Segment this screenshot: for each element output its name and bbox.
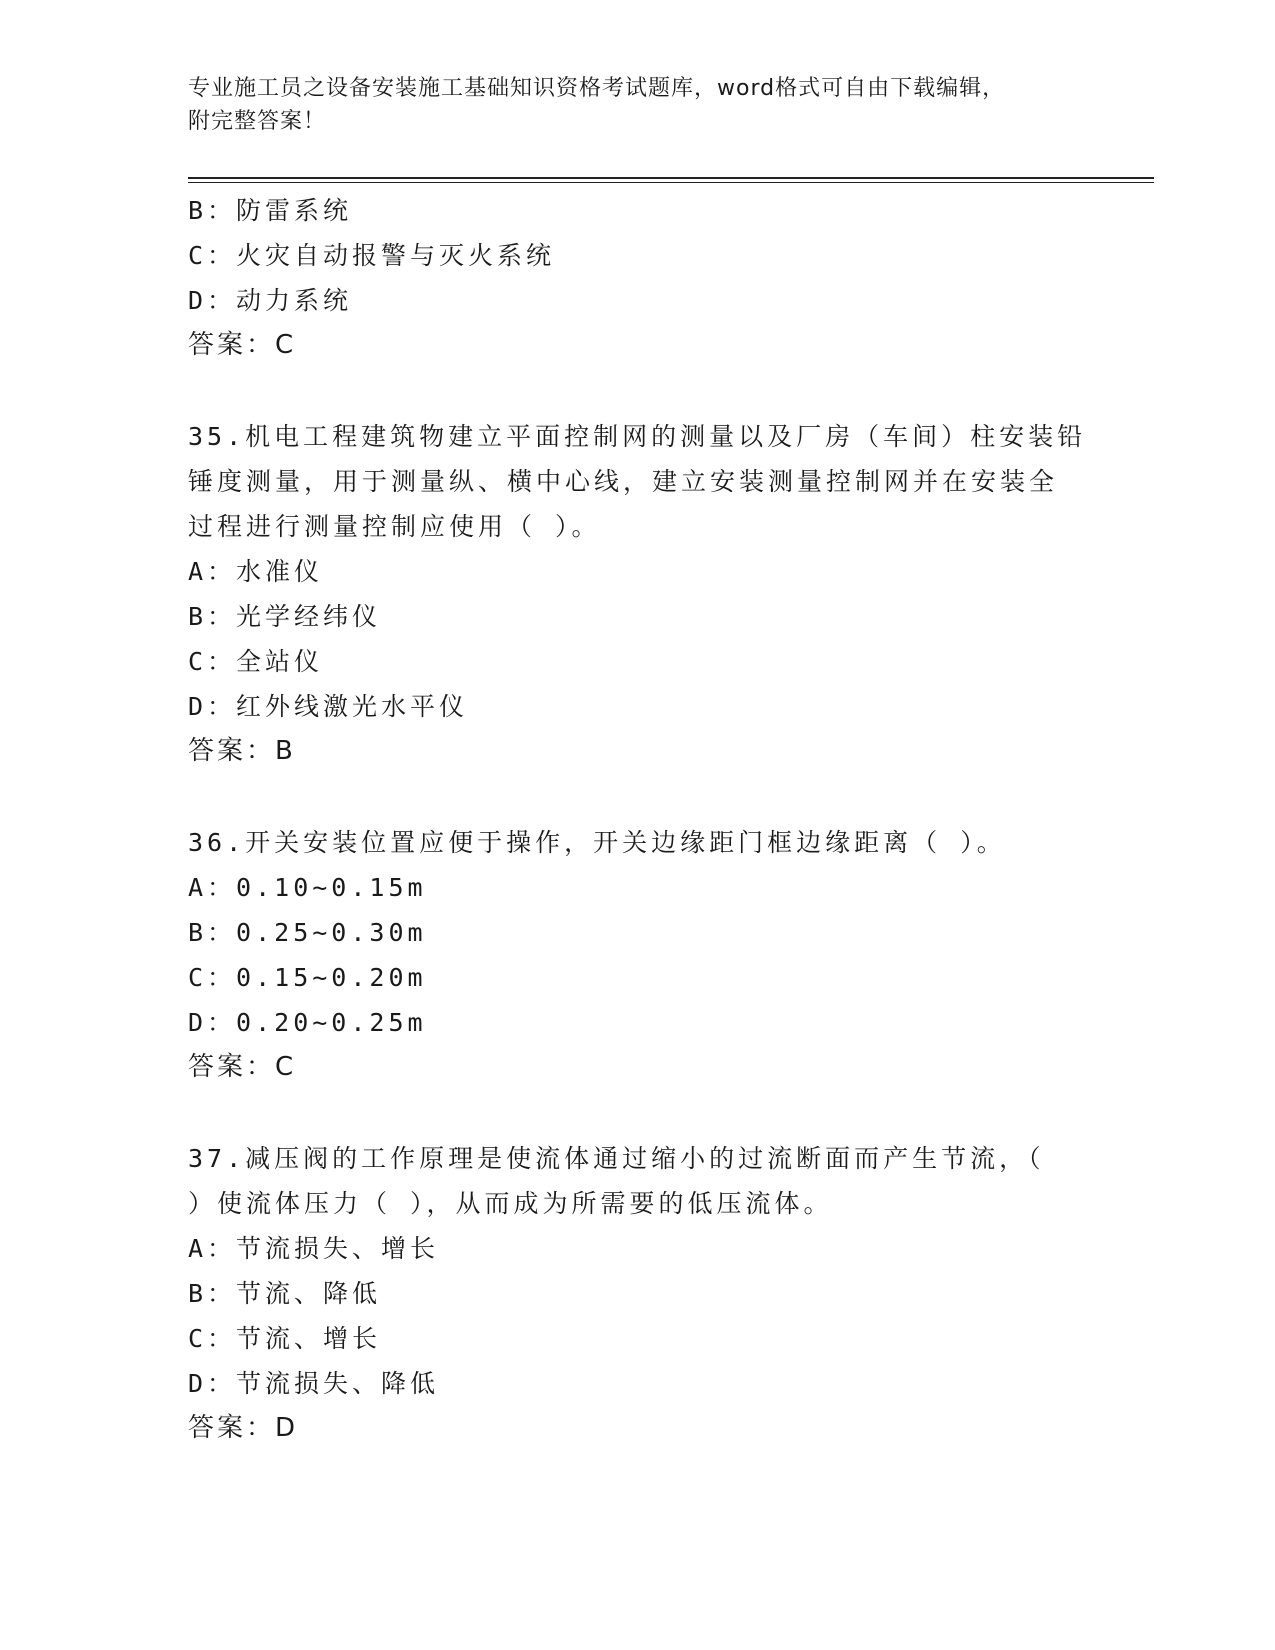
question-stem bbox=[188, 1136, 1088, 1226]
option-d: D：节流损失、降低 bbox=[188, 1369, 440, 1398]
header-line-2: 附完整答案！ bbox=[188, 109, 327, 134]
header-divider bbox=[188, 177, 1154, 183]
option-c: C：0.15~0.20m bbox=[188, 963, 427, 992]
question-35 bbox=[188, 414, 1088, 774]
spacer bbox=[188, 368, 1088, 414]
option-a: A：0.10~0.15m bbox=[188, 873, 427, 902]
question-36 bbox=[188, 820, 1088, 1090]
question-list bbox=[188, 188, 1088, 1451]
answer: 答案：C bbox=[188, 1052, 297, 1082]
question-stem-line: 35.机电工程建筑物建立平面控制网的测量以及厂房（车间）柱安装铅 bbox=[188, 422, 1087, 451]
question-34-partial bbox=[188, 188, 1088, 368]
option-d: D：红外线激光水平仪 bbox=[188, 692, 469, 721]
question-stem-line: 锤度测量，用于测量纵、横中心线，建立安装测量控制网并在安装全 bbox=[188, 467, 1059, 496]
option-b: B：防雷系统 bbox=[188, 196, 353, 225]
option-c: C：火灾自动报警与灭火系统 bbox=[188, 241, 556, 270]
question-stem-line: 36.开关安装位置应便于操作，开关边缘距门框边缘距离（ ）。 bbox=[188, 828, 1006, 857]
question-stem bbox=[188, 414, 1088, 549]
answer: 答案：D bbox=[188, 1413, 299, 1443]
question-stem-line: 过程进行测量控制应使用（ ）。 bbox=[188, 512, 601, 541]
question-37 bbox=[188, 1136, 1088, 1451]
option-b: B：光学经纬仪 bbox=[188, 602, 382, 631]
option-d: D：0.20~0.25m bbox=[188, 1008, 427, 1037]
option-c: C：节流、增长 bbox=[188, 1324, 382, 1353]
spacer bbox=[188, 1090, 1088, 1136]
option-a: A：节流损失、增长 bbox=[188, 1234, 440, 1263]
option-b: B：节流、降低 bbox=[188, 1279, 382, 1308]
option-c: C：全站仪 bbox=[188, 647, 324, 676]
answer: 答案：B bbox=[188, 736, 296, 766]
question-stem bbox=[188, 820, 1088, 865]
option-b: B：0.25~0.30m bbox=[188, 918, 427, 947]
question-stem-line: ）使流体压力（ ），从而成为所需要的低压流体。 bbox=[188, 1189, 833, 1218]
document-header bbox=[188, 72, 1088, 138]
question-stem-line: 37.减压阀的工作原理是使流体通过缩小的过流断面而产生节流，（ bbox=[188, 1144, 1045, 1173]
option-a: A：水准仪 bbox=[188, 557, 324, 586]
option-d: D：动力系统 bbox=[188, 286, 353, 315]
header-line-1: 专业施工员之设备安装施工基础知识资格考试题库，word格式可自由下载编辑， bbox=[188, 76, 1006, 101]
answer: 答案：C bbox=[188, 330, 297, 360]
spacer bbox=[188, 774, 1088, 820]
